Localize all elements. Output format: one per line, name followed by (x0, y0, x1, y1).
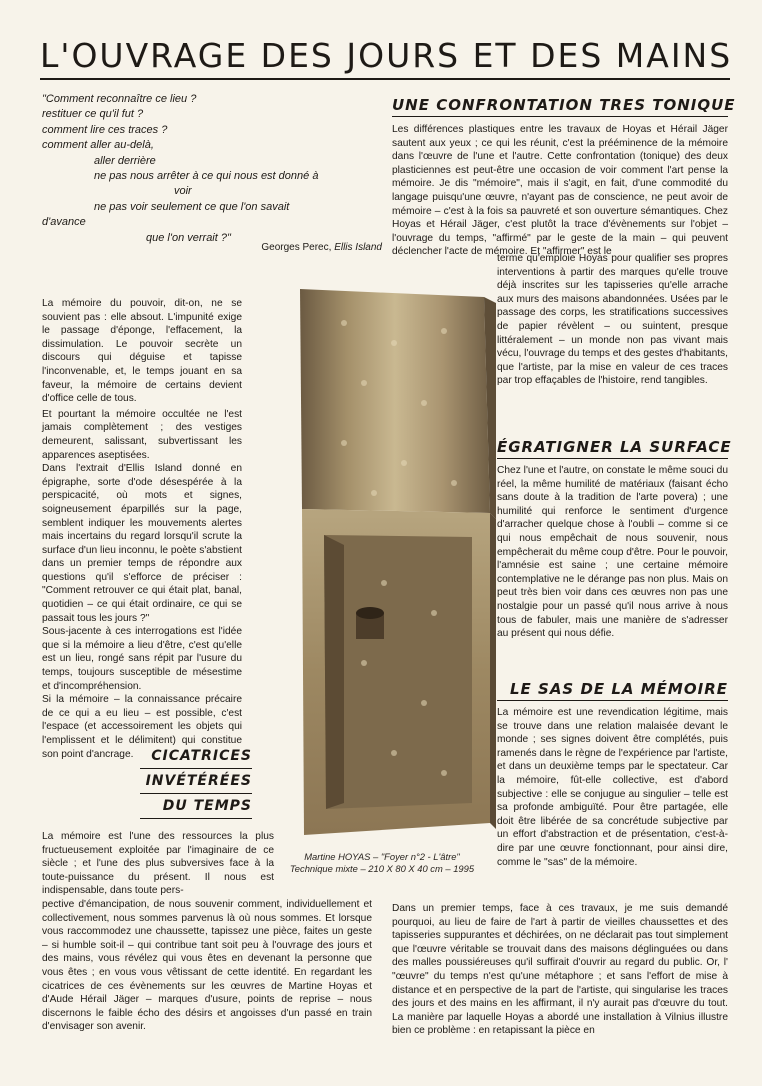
caption-technique: Technique mixte – 210 X 80 X 40 cm – 1995 (289, 863, 475, 874)
epigraph-line: "Comment reconnaître ce lieu ? (42, 93, 197, 105)
epigraph (42, 92, 382, 246)
paragraph-confrontation-cont: terme qu'emploie Hoyas pour qualifier ses propres interventions à partir des marques qu'elle trouve déjà inscrites sur les tapisseries qu'elle arrache aux murs des maisons abandonnées. Usées par le passage des corps, les stratifications successives de papier révèlent – ou suintent, presque littéralement – un monde non pas vivant mais vécu, l'ouvrage du temps et des gestes d'habitants, que l'artiste, par la mise en valeur de ces traces par trop effaçables de l'histoire, rend tangibles. (497, 253, 728, 387)
heading-rule (140, 768, 252, 769)
paragraph-sas-cont: Dans un premier temps, face à ces travaux, je me suis demandé pourquoi, au lieu de faire de l'art à partir de vieilles chaussettes et des tapisseries suppurantes et déchirées, on ne déclarait pas tout simplement que l'œuvre véritable se trouvait dans des maisons déglinguées ou dans des malles poussiéreuses qu'il suffirait d'ouvrir au regard du public. Or, l' "œuvre" du temps n'est qu'une métaphore ; et sans l'effort de mise à distance et en perspective de la part de l'artiste, qui singularise les traces des jours et des mains en les affirmant, il n'y aurait pas d'œuvre du tout. La manière par laquelle Hoyas a abordé une installation à Vilnius illustre bien ce problème : en retapissant la pièce en (392, 903, 728, 1037)
paragraph-egratigner: Chez l'une et l'autre, on constate le même souci du réel, la même humilité de matériaux (faisant écho sans doute à la tradition de l'arte povera) ; une humilité qui renforce le sentiment d'urgence d'arracher quelque chose à l'oubli – comme si ce qui nous empêchait de nous souvenir, nous empêcherait du même coup d'être. Pour le pouvoir, l'amnésie est saine ; une certaine mémoire contemplative ne le dérange pas non plus. Mais on peut très bien voir dans ces œuvres non pas une nostalgie pour un passé qu'il nous arrive à nous tous de fabuler, mais une manière de s'adresser au présent qui nous défie. (497, 465, 728, 640)
paragraph-espace: Si la mémoire – la connaissance précaire de ce qui a eu lieu – est possible, c'est l'espace (et accessoirement les objets qui l'emplissent et le délimitent) qui constitue son point d'ancrage. (42, 694, 242, 760)
heading-cicatrices-1: CICATRICES (151, 748, 252, 764)
epigraph-line: comment aller au-delà, (42, 139, 154, 152)
heading-rule (497, 458, 728, 459)
epigraph-line: ne pas voir seulement ce que l'on savait (94, 200, 290, 213)
heading-rule (497, 700, 728, 701)
heading-cicatrices-2: INVÉTÉRÉES (145, 773, 252, 789)
heading-sas: LE SAS DE LA MÉMOIRE (509, 680, 728, 698)
epigraph-line: voir (174, 185, 192, 198)
heading-confrontation: UNE CONFRONTATION TRES TONIQUE (392, 96, 736, 114)
page-title: L'OUVRAGE DES JOURS ET DES MAINS (40, 36, 733, 75)
heading-egratigner: ÉGRATIGNER LA SURFACE (497, 438, 732, 456)
left-column-text (42, 297, 242, 761)
epigraph-attribution (232, 242, 382, 253)
paragraph-cicatrices-cont: pective d'émancipation, de nous souvenir comment, individuellement et collectivement, nous sommes parvenus là où nous sommes. Et lorsque vous raccommodez une chaussette, tapissez une pièce, faites un geste – si humble soit-il – qui contribue tant soit peu à l'ouvrage des jours et des mains, vous révélez qui vous êtes en devenant la personne que vous êtes ; en vous vous vêtissant de cette identité. En regardant les cicatrices de ces évènements sur les œuvres de Martine Hoyas et d'Aude Hérail Jäger – marques d'usure, points de reprise – nous discernons le faible écho des désirs et angoisses d'un passé en train d'envisager son avenir. (42, 899, 372, 1033)
epigraph-line: comment lire ces traces ? (42, 123, 168, 136)
heading-rule (140, 793, 252, 794)
paragraph-occultee: Et pourtant la mémoire occultée ne l'est jamais complètement ; des vestiges demeurent, salissant, subvertissant les apparences aseptisées. (42, 408, 242, 461)
epigraph-line: aller derrière (94, 154, 156, 167)
paragraph-confrontation: Les différences plastiques entre les travaux de Hoyas et Hérail Jäger sautent aux yeux ; ce qui les réunit, c'est la prééminence de la mémoire dans l'œuvre de l'une et l'autre. Cette confrontation (tonique) des deux plasticiennes est peut-être une occasion de voir comment l'art pense la mémoire. Je dis "mémoire", mais il s'agit, en fait, d'une commodité du langage puisqu'une œuvre, n'ayant pas de conscience, ne peut avoir de mémoire – c'est à la fois sa pauvreté et son ouverture sémantiques. Chez Hoyas et Hérail Jäger, c'est plutôt la trace d'évènements sur l'objet – l'ouvrage du temps, "affirmé" par le geste de la main – qui peuvent déclencher l'acte de mémoire. Et "affirmer" est le (392, 124, 728, 258)
artwork-image (284, 283, 496, 843)
epigraph-author: Georges Perec, (261, 242, 332, 253)
epigraph-line: restituer ce qu'il fut ? (42, 108, 144, 121)
caption-title: "Foyer n°2 - L'âtre" (380, 851, 460, 862)
title-rule (40, 78, 730, 80)
heading-rule (140, 818, 252, 819)
epigraph-source: Ellis Island (334, 242, 382, 253)
caption-artist: Martine HOYAS (304, 851, 371, 862)
heading-rule (392, 116, 728, 117)
paragraph-pouvoir: La mémoire du pouvoir, dit-on, ne se souvient pas : elle absout. L'impunité exige le passage d'éponge, l'effacement, la dissimulation. Le pouvoir secrète un discours qui déguise et tapisse l'inconvenable, et, le temps jouant en sa faveur, la mémoire de certains devient d'office celle de tous. (42, 298, 242, 405)
artwork-caption: Martine HOYAS – "Foyer n°2 - L'âtre" Technique mixte – 210 X 80 X 40 cm – 1995 (282, 851, 482, 875)
paragraph-sous-jacente: Sous-jacente à ces interrogations est l'idée que si la mémoire a lieu d'être, c'est qu'elle est un lieu, rongé sans répit par l'usure du temps, toujours susceptible de mésestime et d'incompréhension. (42, 626, 242, 692)
paragraph-cicatrices: La mémoire est l'une des ressources la plus fructueusement exploitée par l'imaginaire de ce siècle ; et l'une des plus subversives face à la toute-puissance du présent. Il nous est indispensable, dans toute pers- (42, 831, 274, 897)
epigraph-line: d'avance (42, 216, 86, 229)
epigraph-line: ne pas nous arrêter à ce qui nous est donné à (94, 170, 319, 183)
paragraph-ellis: Dans l'extrait d'Ellis Island donné en épigraphe, sorte d'ode désespérée à la perspicacité, où mots et signes, soigneusement éparpillés sur la page, semblent indiquer les mouvements alertes mais incertains du regard lorsqu'il scrute la surface d'un lieu inconnu, le poète s'abstient dans un premier temps de répondre aux questions qu'il s'efforce de préciser : "Comment retrouver ce qui était plat, banal, quotidien – ce qui était ordinaire, ce qui se passait tous les jours ?" (42, 463, 242, 624)
epigraph-line: que l'on verrait ?" (146, 231, 231, 244)
heading-cicatrices-3: DU TEMPS (162, 798, 252, 814)
paragraph-sas: La mémoire est une revendication légitime, mais se trouve dans une relation malaisée devant le monde ; ses signes doivent être complétés, puis ramenés dans le règne de l'expérience par l'artiste, et dans un deuxième temps par le spectateur. Car la mémoire, fût-elle collective, est d'abord subjective : elle se conjugue au singulier – telle est sa profonde ambiguïté. Pour être partagée, elle doit être libérée de sa concrétude subjective par un effort d'abstraction et de présentation, c'est-à-dire par une œuvre fonctionnant, pour ainsi dire, comme le "sas" de la mémoire. (497, 707, 728, 868)
